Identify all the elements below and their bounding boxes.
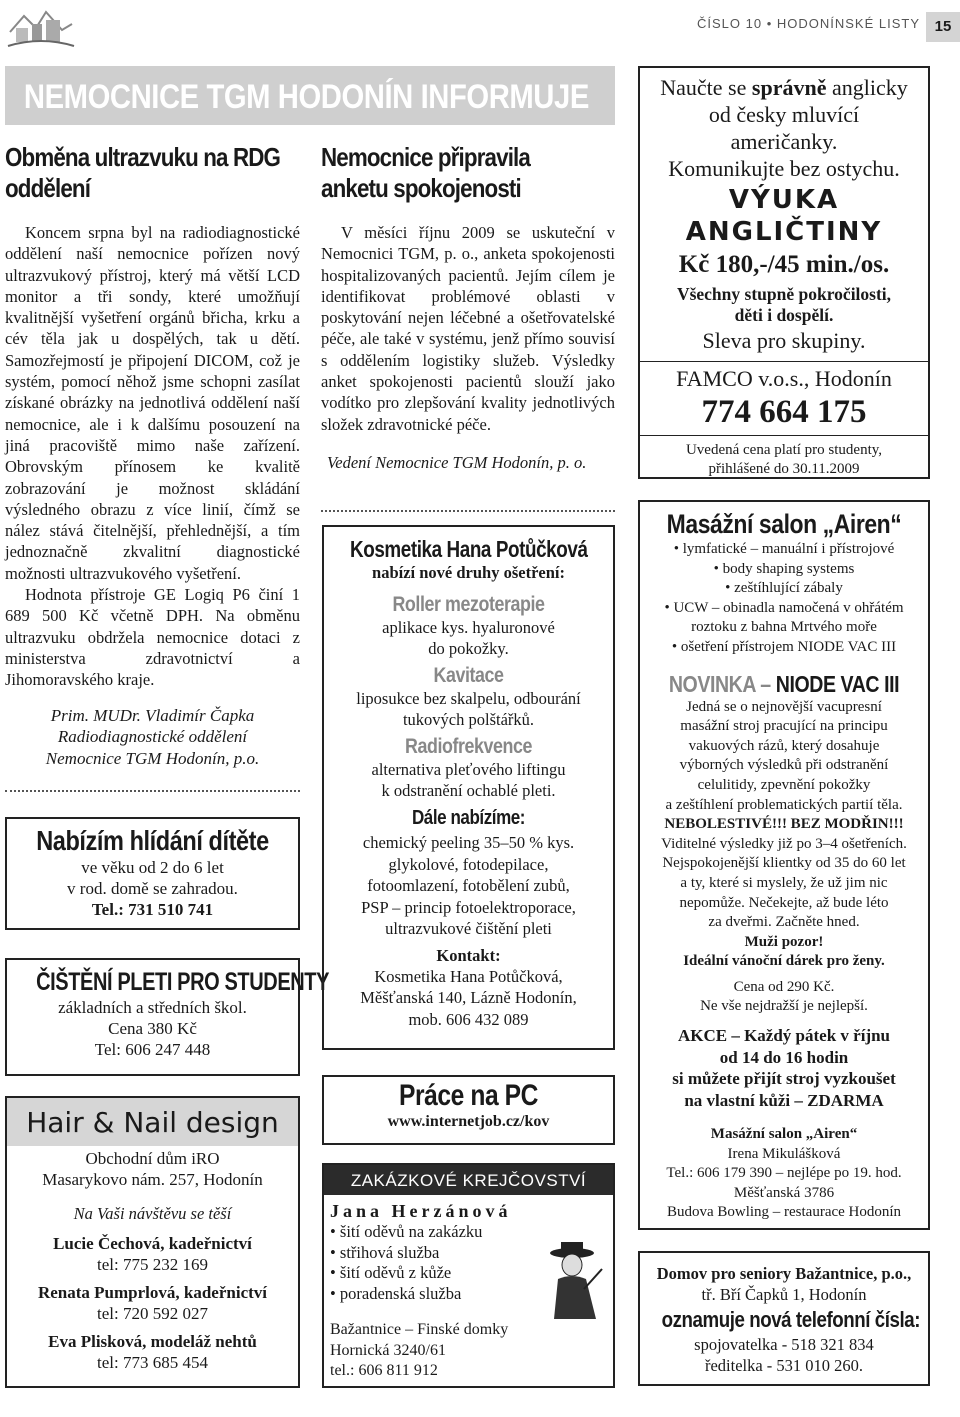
- ad-greeting: Na Vaši návštěvu se těší: [73, 1204, 232, 1223]
- contact-title: Kontakt:: [436, 945, 501, 965]
- ad-title-band: [7, 1098, 298, 1146]
- ad-line: Naučte se správně anglicky: [660, 75, 908, 100]
- divider: [321, 510, 615, 512]
- ad-title: Masážní salon „Airen“: [666, 509, 902, 539]
- more-item: ultrazvukové čištění pleti: [385, 919, 552, 938]
- massage-items: [640, 540, 928, 658]
- ad-url[interactable]: www.internetjob.cz/kov: [387, 1113, 550, 1130]
- ad-person-phone: tel: 775 232 169: [97, 1255, 208, 1274]
- more-item: chemický peeling 35–50 % kys.: [362, 833, 575, 852]
- ad-hair-nail: [5, 1096, 300, 1388]
- action-block: [640, 1025, 928, 1111]
- more-item: fotoomlazení, fotobělení zubů,: [367, 876, 570, 895]
- ad-person-name: Eva Plisková, modeláž nehtů: [48, 1332, 257, 1351]
- massage-item: roztoku z bahna Mrtvého moře: [691, 619, 877, 636]
- ad-phone: spojovatelka - 518 321 834: [694, 1335, 874, 1354]
- desc-line: masážní stroj pracující na principu: [680, 718, 888, 735]
- ad-line: Sleva pro skupiny.: [702, 328, 866, 353]
- ad-person-name: Lucie Čechová, kadeřnictví: [53, 1234, 252, 1253]
- service-desc: k odstranění ochablé pleti.: [381, 781, 556, 800]
- service-item: • šití oděvů z kůže: [330, 1263, 452, 1282]
- ad-person-name: Renata Pumprlová, kadeřnictví: [37, 1283, 268, 1302]
- divider: [5, 790, 300, 792]
- ad-title: Hair & Nail design: [26, 1106, 279, 1139]
- page-number: 15: [926, 12, 960, 42]
- action-line: AKCE – Každý pátek v říjnu: [677, 1026, 891, 1046]
- tailor-address: [330, 1320, 613, 1382]
- desc-line: vakuových rázů, který dosahuje: [688, 737, 880, 754]
- section-banner: [5, 66, 615, 125]
- article-paragraph: V měsíci říjnu 2009 se uskuteční v Nemocnici TGM, p. o., anketa spokojenosti hospitalizovaných pacientů. Jejím cílem je identifikovat problémové oblasti v poskytování nejen léčebné a ošetřovatelské péče, ale také v systému, jenž přímo souvisí s oddělením logistiky služeb. Výsledky anket spokojenosti pacientů slouží jako vodítko pro zlepšování kvality jednotlivých složek zdravotnické péče.: [321, 223, 615, 434]
- ad-line: děti i dospělí.: [734, 305, 834, 325]
- ad-title: ČIŠTĚNÍ PLETI PRO STUDENTY: [36, 968, 330, 996]
- ad-title: Práce na PC: [398, 1079, 539, 1112]
- more-item: PSP – princip fotoelektroporace,: [361, 897, 576, 917]
- ad-subtitle: nabízí nové druhy ošetření:: [372, 563, 565, 582]
- ad-line: Všechny stupně pokročilosti,: [676, 284, 892, 304]
- tailor-figure-icon: [544, 1239, 606, 1319]
- running-title: ČÍSLO 10 • HODONÍNSKÉ LISTY: [697, 16, 920, 31]
- desc-line: výborných výsledků při odstranění: [679, 757, 889, 774]
- visible-line: za dveřmi. Začněte hned.: [708, 914, 860, 931]
- visible-results: [640, 835, 928, 933]
- service-desc: do pokožky.: [428, 639, 509, 658]
- service-item: • poradenská služba: [330, 1283, 462, 1303]
- desc-line: celulitidy, zpevnění pokožky: [697, 776, 871, 793]
- desc-line: Jedná se o nejnovější vacupresní: [686, 698, 882, 715]
- ad-line: základních a středních škol.: [58, 998, 247, 1017]
- ad-person-phone: tel: 720 592 027: [97, 1304, 208, 1323]
- visible-line: nepomůže. Nečekejte, až bude léto: [679, 894, 889, 911]
- ad-name: Jana Herzánová: [330, 1201, 512, 1221]
- contact-line: mob. 606 432 089: [408, 1009, 529, 1029]
- article-signature: Vedení Nemocnice TGM Hodonín, p. o.: [327, 452, 587, 472]
- article-title-line1: Nemocnice připravila: [321, 142, 530, 172]
- service-item: • šití oděvů na zakázku: [330, 1222, 483, 1241]
- ad-skin-cleaning: [5, 958, 330, 1076]
- ad-babysitting: [5, 817, 300, 930]
- ad-line: Komunikujte bez ostychu.: [668, 156, 900, 181]
- ad-english: [638, 66, 930, 479]
- signature-line: Nemocnice TGM Hodonín, p.o.: [45, 748, 260, 768]
- article-title-line2: oddělení: [5, 173, 91, 203]
- men-line: Muži pozor!: [744, 933, 824, 950]
- novinka-headline: NOVINKA – NIODE VAC III: [668, 670, 900, 697]
- newspaper-logo-icon: [6, 2, 76, 52]
- ad-line: američanky.: [730, 129, 838, 154]
- ad-place: Obchodní dům iRO: [85, 1149, 220, 1168]
- banner-title: NEMOCNICE TGM HODONÍN INFORMUJE: [23, 78, 589, 116]
- ad-title: ANGLIČTINY: [685, 217, 883, 247]
- action-line: si můžete přijít stroj vyzkoušet: [672, 1069, 896, 1089]
- painless-line: NEBOLESTIVÉ!!! BEZ MODŘIN!!!: [664, 816, 904, 833]
- ad-note: přihlášené do 30.11.2009: [708, 461, 860, 477]
- ad-title: Domov pro seniory Bažantnice, p.o.,: [656, 1264, 912, 1283]
- ad-phone: Tel.: 731 510 741: [91, 900, 214, 919]
- price-line: Cena od 290 Kč.: [733, 978, 835, 995]
- service-desc: alternativa pleťového liftingu: [371, 760, 566, 779]
- ad-title: Nabízím hlídání dítěte: [36, 825, 269, 856]
- service-name: Kavitace: [433, 664, 504, 687]
- ad-phone: tel.: 606 811 912: [330, 1362, 438, 1379]
- ad-place: Masarykovo nám. 257, Hodonín: [42, 1170, 263, 1189]
- visible-line: Viditelné výsledky již po 3–4 ošetřeních.: [661, 835, 907, 852]
- article-signature: [5, 705, 300, 770]
- contact-line: Měšťanská 140, Lázně Hodonín,: [360, 988, 577, 1007]
- sign-line: Tel.: 606 179 390 – nejlépe po 19. hod.: [666, 1165, 902, 1182]
- service-desc: liposukce bez skalpelu, odbourání: [356, 689, 581, 708]
- sign-line: Irena Mikulášková: [727, 1145, 841, 1162]
- ad-headline: oznamuje nová telefonní čísla:: [661, 1307, 921, 1332]
- ad-cosmetics: [322, 525, 615, 1050]
- ad-price: Kč 180,-/45 min./os.: [678, 251, 890, 278]
- massage-desc: [640, 698, 928, 816]
- address-line: Hornická 3240/61: [330, 1341, 446, 1359]
- ad-pc-work: [322, 1075, 615, 1145]
- service-name: Roller mezoterapie: [392, 593, 545, 616]
- massage-item: • UCW – obinadla namočená v ohřátém: [664, 599, 904, 616]
- service-desc: aplikace kys. hyaluronové: [382, 618, 555, 637]
- massage-item: • body shaping systems: [713, 560, 855, 577]
- more-item: glykolové, fotodepilace,: [388, 854, 549, 874]
- contact-line: Kosmetika Hana Potůčková,: [374, 966, 563, 986]
- article-paragraph: Koncem srpna byl na radiodiagnostické oddělení naší nemocnice pořízen nový ultrazvukový přístroj, který má větší LCD monitor a tři sondy, které umožňují kvalitnější vyšetření orgánů břicha, krku a cév těla jak u dospělých, tak u dětí. Samozřejmostí je připojení DICOM, což je systém, pomocí něhož jsme schopni zasílat získané obrázky na jednotlivá oddělení naší nemocnice, ale i k dalšímu posouzení na jiná pracoviště mimo naše zařízení. Obrovským přínosem ke kvalitě zobrazování je možnost skládání výsledného obrazu z více linií, čímž se nález stává čitelnější, přehlednější, a tím jednoznačně zkvalitní diagnostické možnosti ultrazvukového vyšetření.: [5, 223, 300, 583]
- ad-title: VÝUKA: [728, 185, 840, 215]
- massage-item: • lymfatické – manuální i přístrojové: [673, 541, 895, 557]
- ad-line: od česky mluvící: [708, 102, 860, 127]
- contact: [324, 966, 613, 1031]
- ad-address: tř. Bří Čapků 1, Hodonín: [701, 1285, 867, 1304]
- ad-massage: [638, 500, 930, 1230]
- massage-signature: [640, 1125, 928, 1223]
- visible-line: a ty, které si myslely, že už jim nic: [680, 874, 888, 891]
- ad-company: FAMCO v.o.s., Hodonín: [676, 366, 892, 391]
- cheap-line: Ne vše nejdražší je nejlepší.: [700, 998, 868, 1015]
- sign-line: Masážní salon „Airen“: [710, 1126, 858, 1143]
- massage-item: • ošetření přístrojem NIODE VAC III: [671, 638, 897, 655]
- action-line: na vlastní kůži – ZDARMA: [684, 1090, 884, 1110]
- ad-phone: 774 664 175: [701, 394, 867, 430]
- visible-line: Nejspokojenější klientky od 35 do 60 let: [662, 855, 906, 872]
- ad-tailor: [322, 1163, 615, 1388]
- signature-line: Radiodiagnostické oddělení: [57, 727, 248, 747]
- ad-note: Uvedená cena platí pro studenty,: [685, 442, 883, 458]
- massage-item: • zeštíhlující zábaly: [725, 580, 843, 597]
- article-title-line2: anketu spokojenosti: [321, 173, 521, 203]
- service-name: Radiofrekvence: [405, 735, 532, 758]
- desc-line: a zeštíhlení problematických partií těla.: [665, 796, 903, 813]
- article-title-line1: Obměna ultrazvuku na RDG: [5, 142, 281, 172]
- service-desc: tukových polštářků.: [402, 710, 535, 729]
- sign-line: Měšťanská 3786: [733, 1184, 835, 1201]
- service-item: • střihová služba: [330, 1242, 440, 1262]
- ad-price: Cena 380 Kč: [108, 1019, 197, 1038]
- sign-line: Budova Bowling – restaurace Hodonín: [666, 1204, 902, 1221]
- ad-phone: Tel: 606 247 448: [94, 1040, 211, 1059]
- ad-phone: ředitelka - 531 010 260.: [704, 1356, 864, 1375]
- article-ultrasound: [5, 142, 300, 769]
- ad-person-phone: tel: 773 685 454: [97, 1353, 208, 1372]
- gift-line: Ideální vánoční dárek pro ženy.: [683, 953, 885, 970]
- ad-title: ZAKÁZKOVÉ KREJČOVSTVÍ: [324, 1165, 613, 1195]
- article-survey: [321, 142, 615, 473]
- more-title: Dále nabízíme:: [411, 807, 526, 829]
- ad-seniors: [638, 1251, 930, 1386]
- article-paragraph: Hodnota přístroje GE Logiq P6 činí 1 689 500 Kč včetně DPH. Na obměnu ultrazvuku obdržela nemocnice dotaci z ministerstva zdravotnictví a Jihomoravského kraje.: [5, 585, 300, 690]
- signature-line: Prim. MUDr. Vladimír Čapka: [50, 705, 255, 725]
- ad-title: Kosmetika Hana Potůčková: [350, 536, 588, 562]
- action-line: od 14 do 16 hodin: [719, 1047, 849, 1067]
- ad-line: ve věku od 2 do 6 let: [81, 858, 224, 877]
- ad-line: v rod. domě se zahradou.: [67, 879, 238, 898]
- more-list: [324, 832, 613, 940]
- address-line: Bažantnice – Finské domky: [330, 1321, 509, 1338]
